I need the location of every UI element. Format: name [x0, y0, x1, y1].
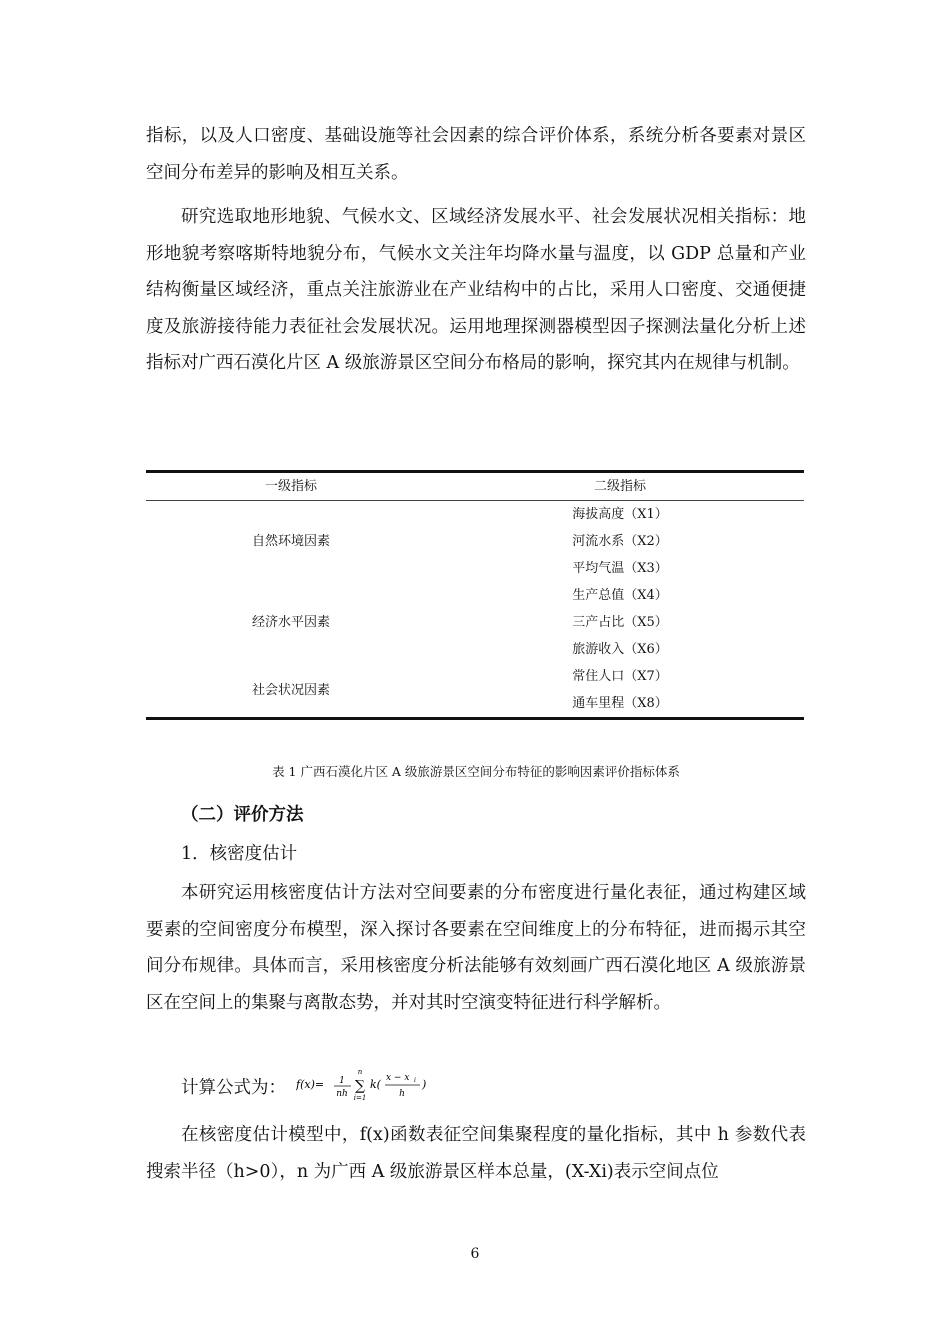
- formula-frac-den: nh: [336, 1089, 348, 1099]
- table-header-secondary: 二级指标: [436, 472, 804, 501]
- kernel-density-formula: [296, 1066, 446, 1106]
- table-header-primary: 一级指标: [146, 472, 436, 501]
- table-item: 旅游收入（X6）: [572, 642, 668, 657]
- table-header-row: [146, 472, 804, 501]
- table-group-social: 社会状况因素: [251, 682, 330, 698]
- formula-sum-bottom: i=1: [353, 1094, 367, 1102]
- table-group-natural: 自然环境因素: [251, 534, 330, 549]
- formula-inner-den: h: [399, 1089, 405, 1099]
- table-row: [146, 501, 804, 529]
- page-number: 6: [470, 1246, 480, 1262]
- table-group-economic: 经济水平因素: [251, 615, 330, 630]
- subsection-heading: 1．核密度估计: [181, 844, 298, 864]
- formula-lhs: f(x)=: [296, 1078, 325, 1091]
- paragraph-2: 研究选取地形地貌、气候水文、区域经济发展水平、社会发展状况相关指标：地形地貌考察喀斯特地貌分布，气候水文关注年均降水量与温度，以 GDP 总量和产业结构衡量区域经济，重点关注旅游业在产业结构中的占比，采用人口密度、交通便捷度及旅游接待能力表征社会发展状况。运用地理探测器模型因子探测法量化分析上述指标对广西石漠化片区 A 级旅游景区空间分布格局的影响，探究其内在规律与机制。: [146, 207, 806, 373]
- section-heading: （二）评价方法: [181, 805, 304, 825]
- formula-label: 计算公式为：: [181, 1078, 286, 1098]
- formula-sum-top: n: [357, 1068, 363, 1076]
- table-item: 河流水系（X2）: [572, 534, 668, 549]
- index-table: [146, 470, 804, 720]
- formula-frac-num: 1: [339, 1076, 345, 1086]
- formula-inner-sub: i: [414, 1077, 416, 1084]
- table-item: 常住人口（X7）: [572, 669, 668, 684]
- formula-inner-num: x − x: [386, 1073, 410, 1083]
- paragraph-1: 指标，以及人口密度、基础设施等社会因素的综合评价体系，系统分析各要素对景区空间分布差异的影响及相互关系。: [146, 126, 806, 183]
- table-row: [146, 663, 804, 690]
- table-item: 三产占比（X5）: [572, 615, 668, 630]
- table-item: 平均气温（X3）: [572, 561, 668, 576]
- formula-close: ): [422, 1078, 427, 1091]
- paragraph-4: 在核密度估计模型中，f(x)函数表征空间集聚程度的量化指标，其中 h 参数代表搜索半径（h>0），n 为广西 A 级旅游景区样本总量，(X-Xi)表示空间点位: [146, 1125, 806, 1182]
- table-caption: 表 1 广西石漠化片区 A 级旅游景区空间分布特征的影响因素评价指标体系: [272, 764, 680, 779]
- table-row: [146, 582, 804, 609]
- paragraph-3: 本研究运用核密度估计方法对空间要素的分布密度进行量化表征，通过构建区域要素的空间密度分布模型，深入探讨各要素在空间维度上的分布特征，进而揭示其空间分布规律。具体而言，采用核密度分析法能够有效刻画广西石漠化地区 A 级旅游景区在空间上的集聚与离散态势，并对其时空演变特征进行科学解析。: [146, 883, 806, 1013]
- formula-kernel: k(: [370, 1078, 381, 1091]
- table-item: 通车里程（X8）: [572, 696, 668, 711]
- table-item: 海拔高度（X1）: [572, 507, 668, 522]
- formula-sum-symbol: ∑: [355, 1078, 365, 1094]
- table-item: 生产总值（X4）: [572, 588, 668, 603]
